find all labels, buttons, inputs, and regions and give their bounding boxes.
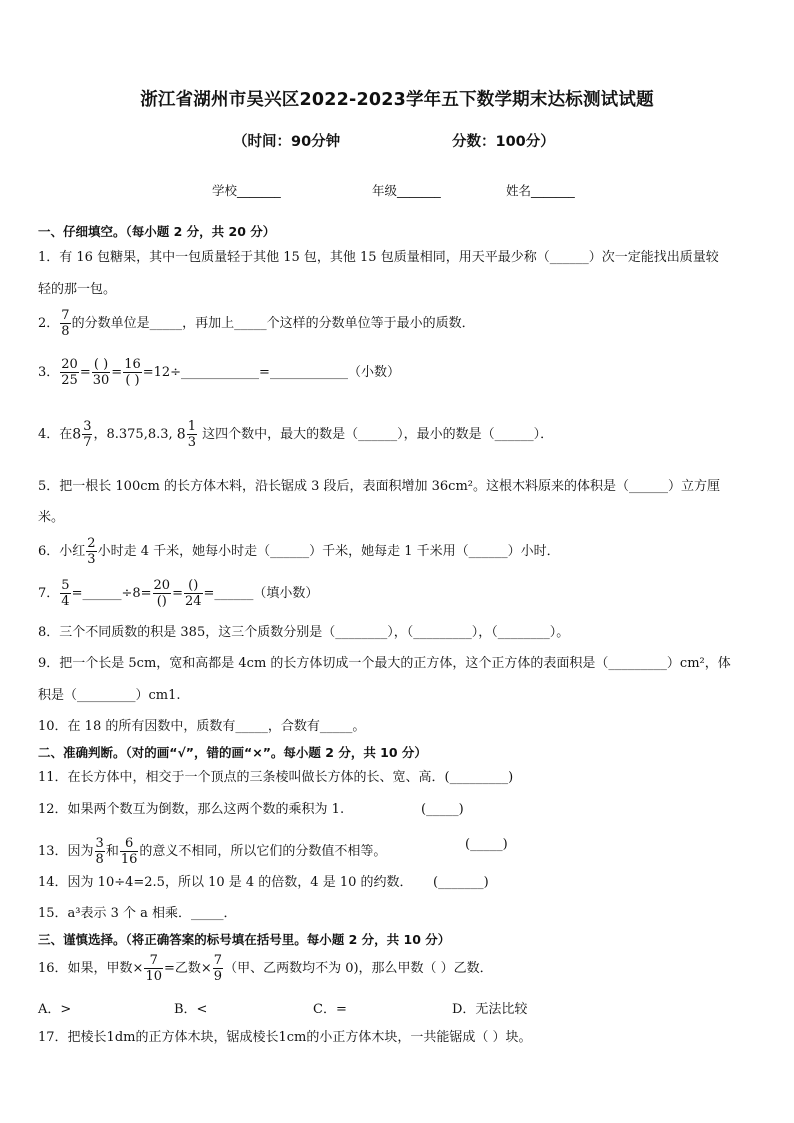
q16-number: 16．如果，甲数×	[38, 961, 144, 976]
question-16: 16．如果，甲数× $\frac{7}{10}$ =乙数× $\frac{7}{9}$ （甲、乙两数均不为 0)，那么甲数（ ）乙数．	[38, 953, 493, 984]
question-9-cont: 积是（_________）cm1.	[38, 688, 181, 703]
fraction: $\frac{7}{10}$	[145, 953, 162, 984]
q4-number: 4．在	[38, 427, 73, 442]
question-11: 11．在长方体中，相交于一个顶点的三条棱叫做长方体的长、宽、高．(_________)	[38, 770, 514, 785]
fraction: $\frac{7}{9}$	[213, 953, 223, 984]
question-7: 7． $\frac{5}{4}$ =______÷8= $\frac{20}{()}$ = $\frac{()}{24}$ =______（填小数）	[38, 578, 319, 609]
question-17: 17．把棱长1dm的正方体木块，锯成棱长1cm的小正方体木块，一共能锯成（ ）块。	[38, 1030, 532, 1045]
fraction: $\frac{20}{()}$	[153, 578, 171, 609]
fraction: $\frac{6}{16}$	[120, 836, 138, 867]
question-13: 13．因为 $\frac{3}{8}$ 和 $\frac{6}{16}$ 的意义不相同，所以它们的分数值不相等。 (_____)	[38, 836, 508, 867]
question-10: 10．在 18 的所有因数中，质数有_____，合数有_____。	[38, 719, 366, 734]
fraction: $\frac{20}{25}$	[61, 357, 78, 388]
fraction: $\frac{5}{4}$	[61, 578, 70, 609]
question-3: 3． $\frac{20}{25}$ = $\frac{( )}{30}$ = $\frac{16}{( )}$ =12÷____________=____________（小数）	[38, 357, 400, 388]
grade-field: 年级_______	[372, 183, 441, 198]
q7-number: 7．	[38, 586, 60, 601]
school-field: 学校_______	[212, 183, 281, 198]
section-heading-judge: 二、准确判断。（对的画“√”，错的画“×”。每小题 2 分，共 10 分）	[38, 745, 427, 760]
q6-text: 小时走 4 千米，她每小时走（______）千米，她每走 1 千米用（______）小时．	[97, 544, 560, 559]
fraction: $\frac{()}{24}$	[184, 578, 202, 609]
question-6	[38, 536, 758, 567]
question-9: 9．把一个长是 5cm，宽和高都是 4cm 的长方体切成一个最大的正方体，这个正方体的表面积是（_________）cm²，体	[38, 656, 731, 671]
total-score: 分数：100分）	[452, 134, 555, 150]
option-b: B．<	[174, 1002, 208, 1017]
q6-number: 6．小红	[38, 544, 86, 559]
q13-number: 13．因为	[38, 844, 94, 859]
q3-number: 3．	[38, 365, 60, 380]
mixed-number: 8 $\frac{3}{7}$	[72, 419, 92, 450]
question-1-cont: 轻的那一包。	[38, 282, 117, 297]
question-12	[38, 801, 758, 819]
q16-text: （甲、乙两数均不为 0)，那么甲数（ ）乙数．	[224, 961, 493, 976]
option-c: C．=	[313, 1002, 347, 1017]
q4-text: 这四个数中，最大的数是（______），最小的数是（______）．	[202, 427, 554, 442]
q14-text: 14．因为 10÷4=2.5，所以 10 是 4 的倍数，4 是 10 的约数．	[38, 875, 413, 890]
fraction: $\frac{( )}{30}$	[92, 357, 110, 388]
q12-text: 12．如果两个数互为倒数，那么这两个数的乘积为 1.	[38, 802, 345, 817]
question-15: 15．a³表示 3 个 a 相乘．_____．	[38, 906, 237, 921]
fraction: $\frac{3}{8}$	[95, 836, 104, 867]
q7-text: =______（填小数）	[203, 586, 319, 601]
answer-blank: (_____)	[421, 802, 464, 817]
q2-text: 的分数单位是_____，再加上_____个这样的分数单位等于最小的质数．	[71, 316, 475, 331]
mixed-number: 8 $\frac{1}{3}$	[176, 419, 196, 450]
section-heading-fill: 一、仔细填空。（每小题 2 分，共 20 分）	[38, 224, 276, 239]
page-title: 浙江省湖州市吴兴区2022-2023学年五下数学期末达标测试试题	[140, 90, 654, 110]
time-limit: （时间：90分钟	[233, 134, 341, 150]
fraction: $\frac{16}{( )}$	[124, 357, 141, 388]
fraction: $\frac{2}{3}$	[87, 536, 96, 567]
question-5: 5．把一根长 100cm 的长方体木料，沿长锯成 3 段后，表面积增加 36cm²。这根木料原来的体积是（______）立方厘	[38, 479, 720, 494]
question-8: 8．三个不同质数的积是 385，这三个质数分别是（________），（_________），（________）。	[38, 625, 570, 640]
question-2	[38, 308, 758, 339]
question-4: 4．在8 $\frac{3}{7}$ ，8.375,8.3, 8 $\frac{1}{3}$ 这四个数中，最大的数是（______），最小的数是（______）．	[38, 419, 554, 450]
question-14	[38, 874, 758, 892]
option-a: A．>	[38, 1002, 72, 1017]
name-field: 姓名_______	[506, 183, 575, 198]
section-heading-choice: 三、谨慎选择。（将正确答案的标号填在括号里。每小题 2 分，共 10 分）	[38, 932, 451, 947]
q2-number: 2．	[38, 316, 60, 331]
option-d: D．无法比较	[452, 1002, 528, 1017]
fraction: $\frac{7}{8}$	[61, 308, 70, 339]
answer-blank: (_______)	[433, 875, 489, 890]
answer-blank: (_____)	[465, 837, 508, 852]
q13-text: 的意义不相同，所以它们的分数值不相等。	[139, 844, 387, 859]
q3-text: =12÷____________=____________（小数）	[142, 365, 400, 380]
question-1: 1．有 16 包糖果，其中一包质量轻于其他 15 包，其他 15 包质量相同，用天平最少称（______）次一定能找出质量较	[38, 250, 719, 265]
question-5-cont: 米。	[38, 510, 65, 525]
